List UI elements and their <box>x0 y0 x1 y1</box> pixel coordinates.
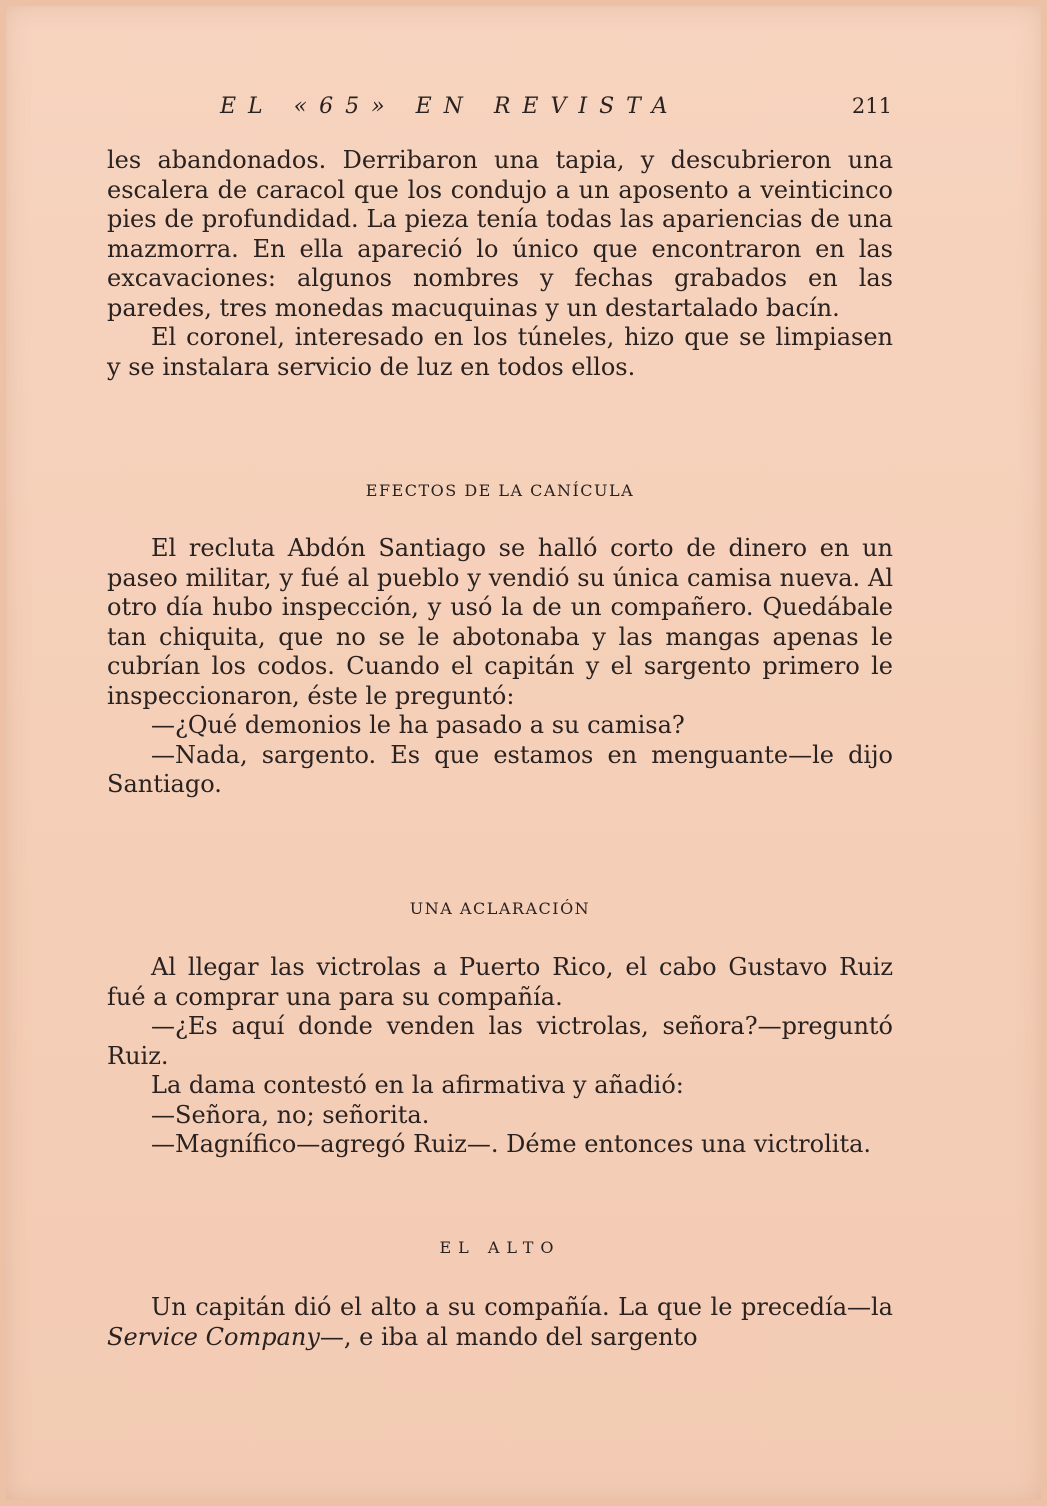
paragraph: El recluta Abdón Santiago se halló corto de dinero en un paseo militar, y fué al pueblo y vendió su única camisa nueva. Al otro día hubo inspección, y usó la de un compañero. Quedábale tan chiquita, que no se le abotonaba y las mangas apenas le cubrían los codos. Cuando el capitán y el sargento primero le inspeccionaron, éste le preguntó: <box>107 534 893 710</box>
page-header <box>220 94 892 128</box>
paragraph: —Magnífico—agregó Ruiz—. Déme entonces una victrolita. <box>151 1130 872 1158</box>
text-block-aclaracion <box>107 953 893 1160</box>
paragraph: —¿Qué demonios le ha pasado a su camisa? <box>151 711 685 739</box>
paragraph: —Nada, sargento. Es que estamos en menguante—le dijo Santiago. <box>107 740 893 798</box>
section-heading-aclaracion: UNA ACLARACIÓN <box>409 899 591 918</box>
paragraph: les abandonados. Derribaron una tapia, y descubrieron una escalera de caracol que los condujo a un aposento a veinticinco pies de profundidad. La pieza tenía todas las apariencias de una mazmorra. En ella apareció lo único que encontraron en las excavaciones: algunos nombres y fechas grabados en las paredes, tres monedas macuquinas y un destartalado bacín. <box>107 146 893 322</box>
paragraph <box>107 1293 893 1352</box>
paragraph-text: —, e iba al mando del sargento <box>319 1322 698 1351</box>
italic-company-name: Service Company <box>107 1322 320 1351</box>
text-block-efectos <box>107 534 893 800</box>
running-title: EL «65» EN REVISTA <box>220 94 680 119</box>
section-heading-alto: EL ALTO <box>439 1238 561 1257</box>
page-number: 211 <box>851 94 892 118</box>
paragraph: —¿Es aquí donde venden las victrolas, señora?—preguntó Ruiz. <box>107 1012 893 1070</box>
paragraph: Al llegar las victrolas a Puerto Rico, el cabo Gustavo Ruiz fué a comprar una para su compañía. <box>107 953 893 1011</box>
text-block-continuation <box>107 146 893 382</box>
section-heading-efectos: EFECTOS DE LA CANÍCULA <box>365 481 635 500</box>
paragraph-text: Un capitán dió el alto a su compañía. La que le precedía—la <box>151 1293 893 1321</box>
paragraph: El coronel, interesado en los túneles, hizo que se limpiasen y se instalara servicio de luz en todos ellos. <box>107 323 893 381</box>
text-block-alto <box>107 1293 893 1352</box>
paragraph: La dama contestó en la afirmativa y añadió: <box>151 1071 684 1099</box>
paragraph: —Señora, no; señorita. <box>151 1100 430 1129</box>
